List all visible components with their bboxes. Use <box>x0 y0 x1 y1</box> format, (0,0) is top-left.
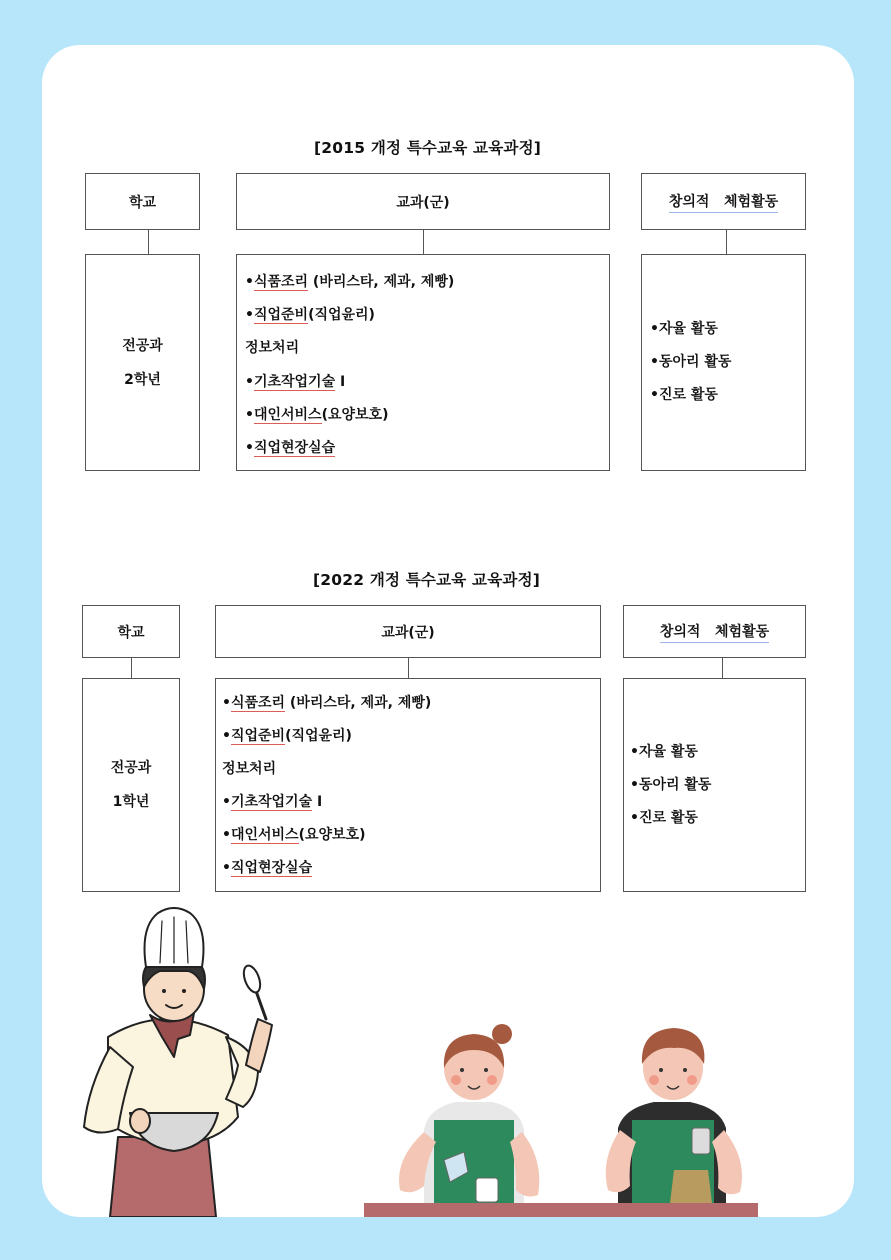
section-1-subjects-header <box>236 173 610 230</box>
school-grade: 2학년 <box>124 371 161 388</box>
list-item: •동아리 활동 <box>630 776 712 793</box>
activities-header-label: 창의적 체험활동 <box>660 621 769 643</box>
list-item: •직업현장실습 <box>222 860 313 876</box>
subjects-list <box>245 266 454 465</box>
list-item: •기초작업기술 Ⅰ <box>222 794 323 810</box>
list-item: •대인서비스(요양보호) <box>245 406 389 423</box>
school-header-label: 학교 <box>128 194 157 211</box>
connector-line <box>408 658 409 678</box>
connector-line <box>131 658 132 678</box>
subjects-list <box>222 687 431 885</box>
list-item: 정보처리 <box>245 340 300 357</box>
list-item: •동아리 활동 <box>650 354 732 370</box>
activities-list <box>650 313 805 412</box>
chef-illustration <box>78 907 278 1217</box>
section-2-title: [2022 개정 특수교육 교육과정] <box>313 571 541 589</box>
connector-line <box>148 230 149 254</box>
subjects-header-label: 교과(군) <box>381 624 435 641</box>
school-dept: 전공과 <box>122 337 163 354</box>
section-1-activities-header <box>641 173 806 230</box>
activities-header-label: 창의적 체험활동 <box>669 191 778 213</box>
list-item: •자율 활동 <box>630 743 698 760</box>
school-header-label: 학교 <box>117 624 145 641</box>
list-item: •식품조리 (바리스타, 제과, 제빵) <box>245 274 455 290</box>
connector-line <box>726 230 727 254</box>
section-1-school-cell <box>85 254 200 471</box>
connector-line <box>722 658 723 678</box>
activities-list <box>630 736 805 835</box>
list-item: •대인서비스(요양보호) <box>222 827 366 843</box>
baristas-illustration <box>364 1010 764 1217</box>
section-1-school-header <box>85 173 200 230</box>
list-item: •식품조리 (바리스타, 제과, 제빵) <box>222 695 432 711</box>
school-dept: 전공과 <box>110 760 152 776</box>
section-1-subjects-cell <box>236 254 610 471</box>
section-2-subjects-cell <box>215 678 601 892</box>
school-grade: 1학년 <box>112 794 150 810</box>
section-2-activities-cell <box>623 678 806 892</box>
section-2-subjects-header <box>215 605 601 658</box>
list-item: •기초작업기술 Ⅰ <box>245 373 346 390</box>
section-1-activities-cell <box>641 254 806 471</box>
list-item: •진로 활동 <box>650 387 718 403</box>
list-item: •직업준비(직업윤리) <box>222 728 352 744</box>
section-1-title: [2015 개정 특수교육 교육과정] <box>314 139 542 157</box>
document-card <box>42 45 854 1217</box>
section-2-school-cell <box>82 678 180 892</box>
list-item: •자율 활동 <box>650 321 718 337</box>
subjects-header-label: 교과(군) <box>396 194 450 211</box>
list-item: •진로 활동 <box>630 809 698 826</box>
list-item: 정보처리 <box>222 761 277 777</box>
list-item: •직업현장실습 <box>245 440 336 457</box>
section-2-activities-header <box>623 605 806 658</box>
list-item: •직업준비(직업윤리) <box>245 307 375 324</box>
connector-line <box>423 230 424 254</box>
section-2-school-header <box>82 605 180 658</box>
